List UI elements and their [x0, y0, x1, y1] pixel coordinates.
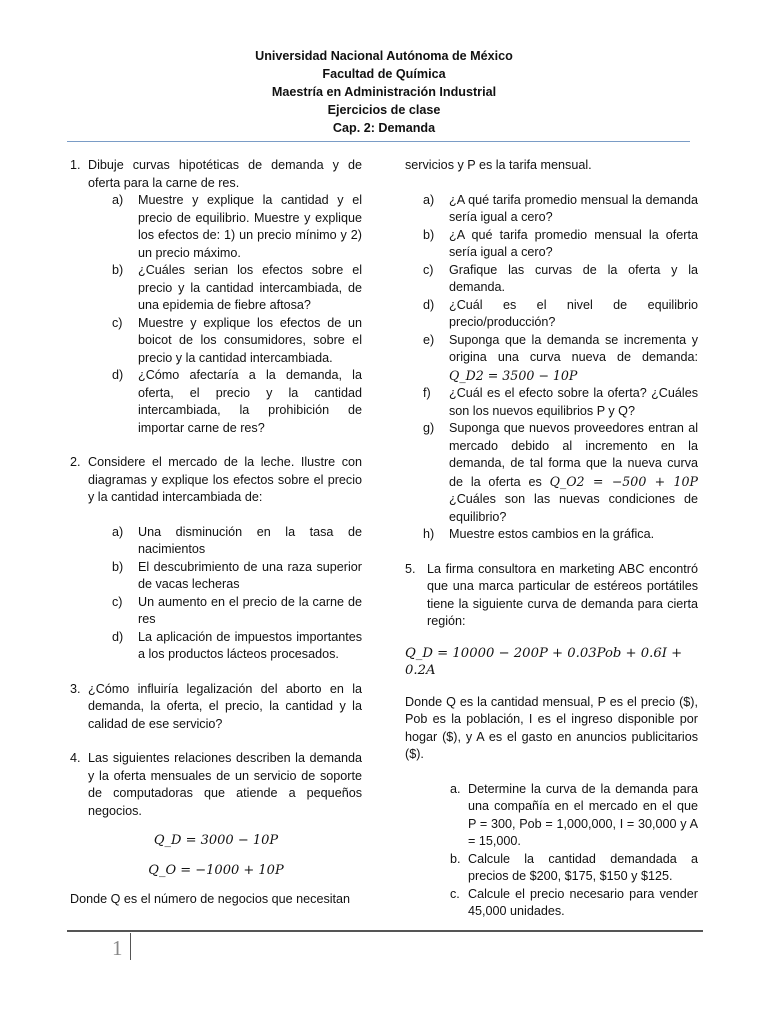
document-header: [0, 47, 768, 137]
new-supply-equation: Q_O2 = −500 + 10P: [549, 473, 699, 489]
question-number: 3.: [70, 681, 81, 696]
demand-equation: Q_D = 3000 − 10P: [153, 833, 279, 848]
program-name: Maestría en Administración Industrial: [271, 85, 497, 99]
question-2-items: [112, 524, 362, 664]
list-item: a) Muestre y explique la cantidad y el precio de equilibrio. Muestre y explique los efectos de: 1) un precio mínimo y 2) un precio máximo.: [112, 193, 362, 260]
list-item: d) ¿Cómo afectaría a la demanda, la oferta, el precio y la cantidad intercambiada, la prohibición de importar carne de res?: [112, 368, 362, 435]
list-item: b. Calcule la cantidad demandada a precios de $200, $175, $150 y $125.: [450, 851, 698, 883]
list-item: c) Grafique las curvas de la oferta y la demanda.: [423, 262, 698, 294]
header-divider: [67, 141, 690, 142]
question-3: [70, 681, 362, 734]
demand-function-equation: Q_D = 10000 − 200P + 0.03Pob + 0.6I + 0.2A: [405, 645, 683, 678]
list-item: b) El descubrimiento de una raza superior de vacas lecheras: [112, 559, 362, 591]
list-item: d) ¿Cuál es el nivel de equilibrio precio/producción?: [423, 297, 698, 329]
list-item: b) ¿Cuáles serian los efectos sobre el precio y la cantidad intercambiada, de una epidemia de fiebre aftosa?: [112, 263, 362, 312]
question-text: ¿Cómo influiría legalización del aborto en la demanda, la oferta, el precio, la cantidad y la calidad de ese servicio?: [88, 681, 362, 731]
question-2: [70, 454, 362, 507]
faculty-name: Facultad de Química: [322, 67, 446, 81]
page-number-separator: [130, 933, 131, 960]
question-4: [70, 750, 362, 820]
list-item: c. Calcule el precio necesario para vender 45,000 unidades.: [450, 886, 698, 918]
list-item: a) ¿A qué tarifa promedio mensual la demanda sería igual a cero?: [423, 192, 698, 224]
question-4-closing: Donde Q es el número de negocios que necesitan: [70, 892, 351, 906]
document-type: Ejercicios de clase: [327, 103, 441, 117]
question-1: [70, 157, 362, 192]
list-item: c) Un aumento en el precio de la carne de res: [112, 594, 362, 626]
question-4-continuation: servicios y P es la tarifa mensual.: [405, 158, 592, 172]
question-number: 4.: [70, 751, 81, 765]
supply-equation: Q_O = −1000 + 10P: [148, 862, 284, 878]
list-item: g) Suponga que nuevos proveedores entran al mercado debido al incremento en la demanda, de tal forma que la nueva curva de la oferta es Q_O2 = −500 + 10P ¿Cuáles son las nuevas condiciones de equilibrio?: [423, 421, 699, 524]
list-item: a) Una disminución en la tasa de nacimientos: [112, 524, 362, 556]
question-1-items: [112, 192, 362, 437]
footer-divider: [67, 930, 703, 932]
question-number: 5.: [405, 561, 416, 576]
list-item: f) ¿Cuál es el efecto sobre la oferta? ¿Cuáles son los nuevos equilibrios P y Q?: [423, 386, 698, 418]
new-demand-equation: Q_D2 = 3500 − 10P: [449, 367, 578, 383]
question-number: 2.: [70, 455, 81, 469]
page-number: 1: [112, 936, 123, 960]
list-item: e) Suponga que la demanda se incrementa y origina una curva nueva de demanda: Q_D2 = 3500 − 10P: [423, 332, 698, 383]
question-4-items: [423, 192, 698, 544]
question-5: [405, 561, 698, 631]
question-text: Dibuje curvas hipotéticas de demanda y de oferta para la carne de res.: [88, 158, 362, 190]
list-item: c) Muestre y explique los efectos de un boicot de los consumidores, sobre el precio y la cantidad intercambiada.: [112, 315, 362, 365]
right-column: [405, 157, 698, 921]
left-column: [70, 157, 362, 909]
list-item: b) ¿A qué tarifa promedio mensual la oferta sería igual a cero?: [423, 227, 698, 259]
question-text: La firma consultora en marketing ABC encontró que una marca particular de estéreos portátiles tiene la siguiente curva de demanda para cierta región:: [427, 561, 698, 628]
question-text: Las siguientes relaciones describen la demanda y la oferta mensuales de un servicio de soporte de computadoras que atiende a pequeños negocios.: [88, 751, 362, 818]
chapter-title: Cap. 2: Demanda: [332, 121, 436, 135]
list-item: h) Muestre estos cambios en la gráfica.: [423, 527, 655, 541]
question-text: Considere el mercado de la leche. Ilustre con diagramas y explique los efectos sobre el precio y la cantidad intercambiada de:: [88, 455, 362, 504]
question-5-items: [450, 781, 698, 921]
university-name: Universidad Nacional Autónoma de México: [255, 49, 513, 63]
question-5-explanation: Donde Q es la cantidad mensual, P es el precio ($), Pob es la población, I es el ingreso disponible por hogar ($), y A es el gasto en anuncios publicitarios ($).: [405, 694, 698, 761]
list-item: d) La aplicación de impuestos importantes a los productos lácteos procesados.: [112, 629, 362, 661]
list-item: a. Determine la curva de la demanda para una compañía en el mercado en el que P = 300, Pob = 1,000,000, I = 30,000 y A = 15,000.: [450, 781, 698, 848]
question-number: 1.: [70, 158, 81, 172]
